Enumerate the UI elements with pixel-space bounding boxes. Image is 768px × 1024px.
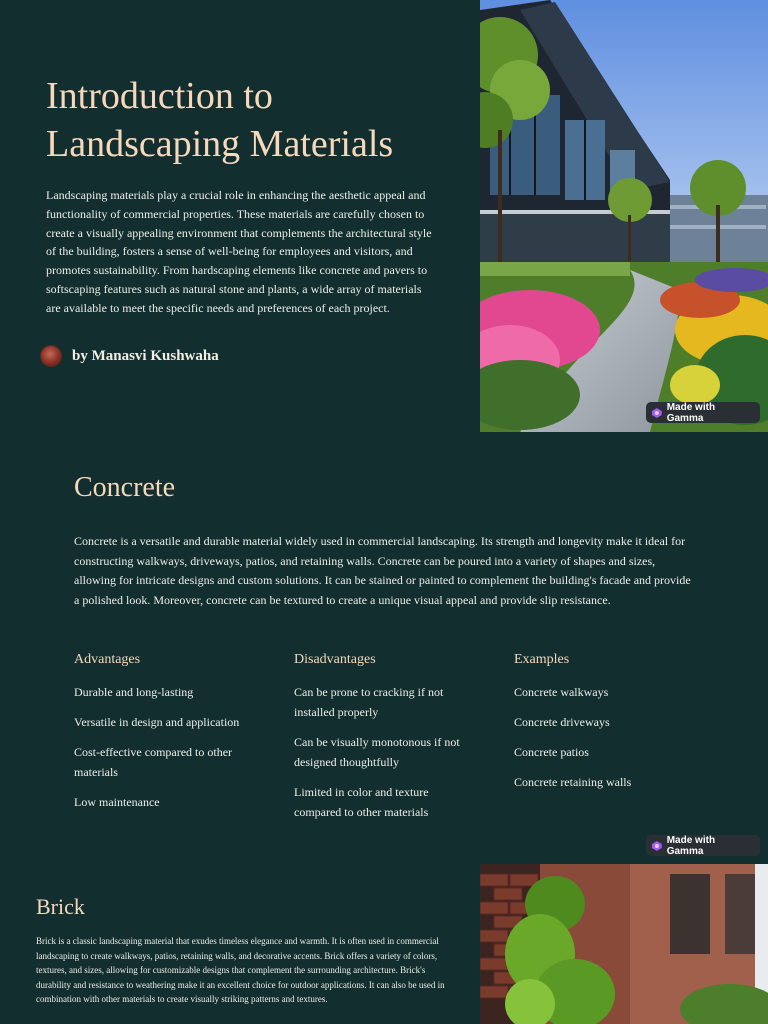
author-avatar <box>40 345 62 367</box>
list-item: Concrete retaining walls <box>514 775 632 789</box>
examples-heading: Examples <box>514 652 570 667</box>
badge-label: Made with Gamma <box>666 834 716 857</box>
hero-building-image <box>480 0 768 432</box>
page-title: Introduction to Landscaping Materials <box>46 75 394 165</box>
disadvantages-heading: Disadvantages <box>294 652 376 667</box>
list-item: Concrete walkways <box>514 685 609 699</box>
brick-heading: Brick <box>36 894 85 919</box>
gamma-logo-icon <box>652 841 662 851</box>
brick-wall-image <box>480 864 768 1024</box>
disadvantages-column <box>294 652 474 832</box>
list-item: Versatile in design and application <box>74 715 240 729</box>
author-byline <box>40 345 219 367</box>
intro-paragraph: Landscaping materials play a crucial role in enhancing the aesthetic appeal and functionality of commercial properties. These materials are carefully chosen to create a visually appealing environment that complements the architectural style of the building, fosters a sense of well-being for employees and visitors, and promotes sustainability. From hardscaping elements like concrete and pavers to softscaping features such as natural stone and plants, a wide array of materials are available to meet the specific needs and preferences of each project. <box>46 188 432 315</box>
made-with-gamma-badge[interactable] <box>646 402 760 423</box>
list-item: Durable and long-lasting <box>74 685 194 699</box>
made-with-gamma-badge[interactable] <box>646 835 760 856</box>
slide-brick <box>0 864 768 1024</box>
list-item: Limited in color and texture compared to other materials <box>294 785 429 819</box>
concrete-paragraph: Concrete is a versatile and durable material widely used in commercial landscaping. Its strength and longevity make it ideal for constructing walkways, driveways, patios, and retaining walls. Concrete can be poured into a variety of shapes and sizes, allowing for intricate designs and custom solutions. It can be stained or painted to complement the building's facade and provide a polished look. Moreover, concrete can be textured to create a unique visual appeal and provide slip resistance. <box>74 534 691 607</box>
list-item: Concrete driveways <box>514 715 610 729</box>
slide-concrete <box>0 432 768 864</box>
advantages-column <box>74 652 264 822</box>
badge-label: Made with Gamma <box>666 401 716 424</box>
gamma-logo-icon <box>652 408 662 418</box>
brick-paragraph: Brick is a classic landscaping material that exudes timeless elegance and warmth. It is often used in commercial landscaping to create walkways, patios, retaining walls, and decorative accents. Brick offers a variety of colors, textures, and sizes, allowing for customizable designs that complement the surrounding architecture. Brick's durability and resistance to weathering make it an excellent choice for outdoor applications. It can also be used in combination with other materials to create visually striking patterns and textures. <box>36 936 445 1004</box>
examples-column <box>514 652 704 802</box>
advantages-heading: Advantages <box>74 652 141 667</box>
list-item: Can be prone to cracking if not installed properly <box>294 685 444 719</box>
list-item: Can be visually monotonous if not designed thoughtfully <box>294 735 460 769</box>
list-item: Cost-effective compared to other materials <box>74 745 233 779</box>
slide-introduction <box>0 0 768 432</box>
author-name: by Manasvi Kushwaha <box>72 347 219 364</box>
list-item: Concrete patios <box>514 745 589 759</box>
concrete-heading: Concrete <box>74 472 176 503</box>
list-item: Low maintenance <box>74 795 160 809</box>
